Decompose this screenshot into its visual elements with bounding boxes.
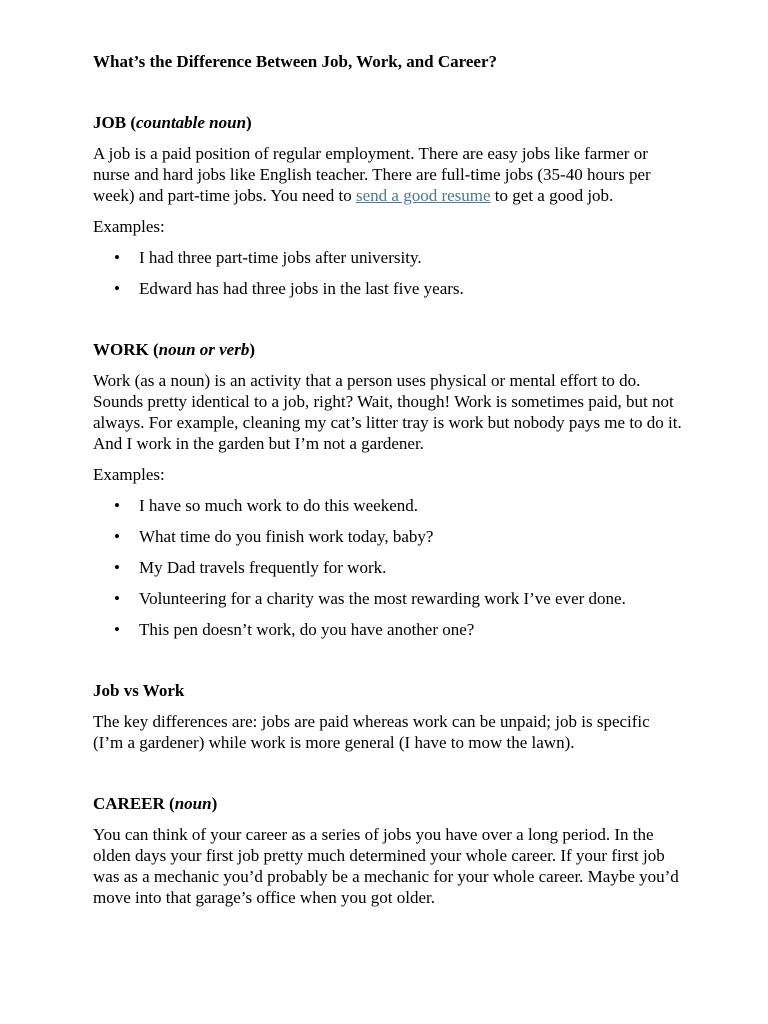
job-paragraph [93, 143, 683, 206]
list-item: • Edward has had three jobs in the last five years. [93, 278, 683, 299]
document-content [93, 51, 683, 908]
list-item: • What time do you finish work today, baby? [93, 526, 683, 547]
list-item: • I have so much work to do this weekend. [93, 495, 683, 516]
list-item: • I had three part-time jobs after university. [93, 247, 683, 268]
job-heading-word: JOB [93, 113, 127, 132]
page-title: What’s the Difference Between Job, Work, and Career? [93, 52, 498, 71]
send-resume-link[interactable]: send a good resume [355, 186, 491, 205]
career-paragraph: You can think of your career as a series of jobs you have over a long period. In the olden days your first job pretty much determined your whole career. If your first job was as a mechanic you’d probably be a mechanic for your whole career. Maybe you’d move into that garage’s office when you got older. [93, 825, 679, 907]
job-heading-type: countable noun [135, 113, 247, 132]
work-paragraph: Work (as a noun) is an activity that a person uses physical or mental effort to do. Sounds pretty identical to a job, right? Wait, though! Work is sometimes paid, but not always. For example, cleaning my cat’s litter tray is work but nobody pays me to do it. And I work in the garden but I’m not a gardener. [93, 371, 682, 453]
work-examples-label: Examples: [93, 465, 165, 484]
career-heading-type: noun [174, 794, 212, 813]
job-heading: JOB (countable noun) [93, 113, 252, 132]
job-paragraph-text-1: A job is a paid position of regular employment. There are easy jobs like farmer or nurse and hard jobs like English teacher. There are full-time jobs (35-40 hours per week) and part-time jobs. You need to [93, 144, 651, 205]
list-item: • Volunteering for a charity was the most rewarding work I’ve ever done. [93, 588, 683, 609]
list-item: • My Dad travels frequently for work. [93, 557, 683, 578]
work-heading-word: WORK [93, 340, 149, 359]
work-section [93, 339, 683, 640]
list-item: • This pen doesn’t work, do you have another one? [93, 619, 683, 640]
work-heading: WORK (noun or verb) [93, 340, 256, 359]
work-heading-type: noun or verb [158, 340, 250, 359]
career-heading-word: CAREER [93, 794, 165, 813]
job-examples-label: Examples: [93, 217, 165, 236]
work-examples-list [93, 495, 683, 640]
job-vs-work-paragraph: The key differences are: jobs are paid whereas work can be unpaid; job is specific (I’m a gardener) while work is more general (I have to mow the lawn). [93, 712, 650, 752]
career-heading: CAREER (noun) [93, 794, 218, 813]
job-examples-list [93, 247, 683, 299]
career-section [93, 793, 683, 908]
job-vs-work-section [93, 680, 683, 753]
job-vs-work-heading: Job vs Work [93, 681, 185, 700]
job-section [93, 112, 683, 299]
job-paragraph-text-2: to get a good job. [490, 186, 614, 205]
